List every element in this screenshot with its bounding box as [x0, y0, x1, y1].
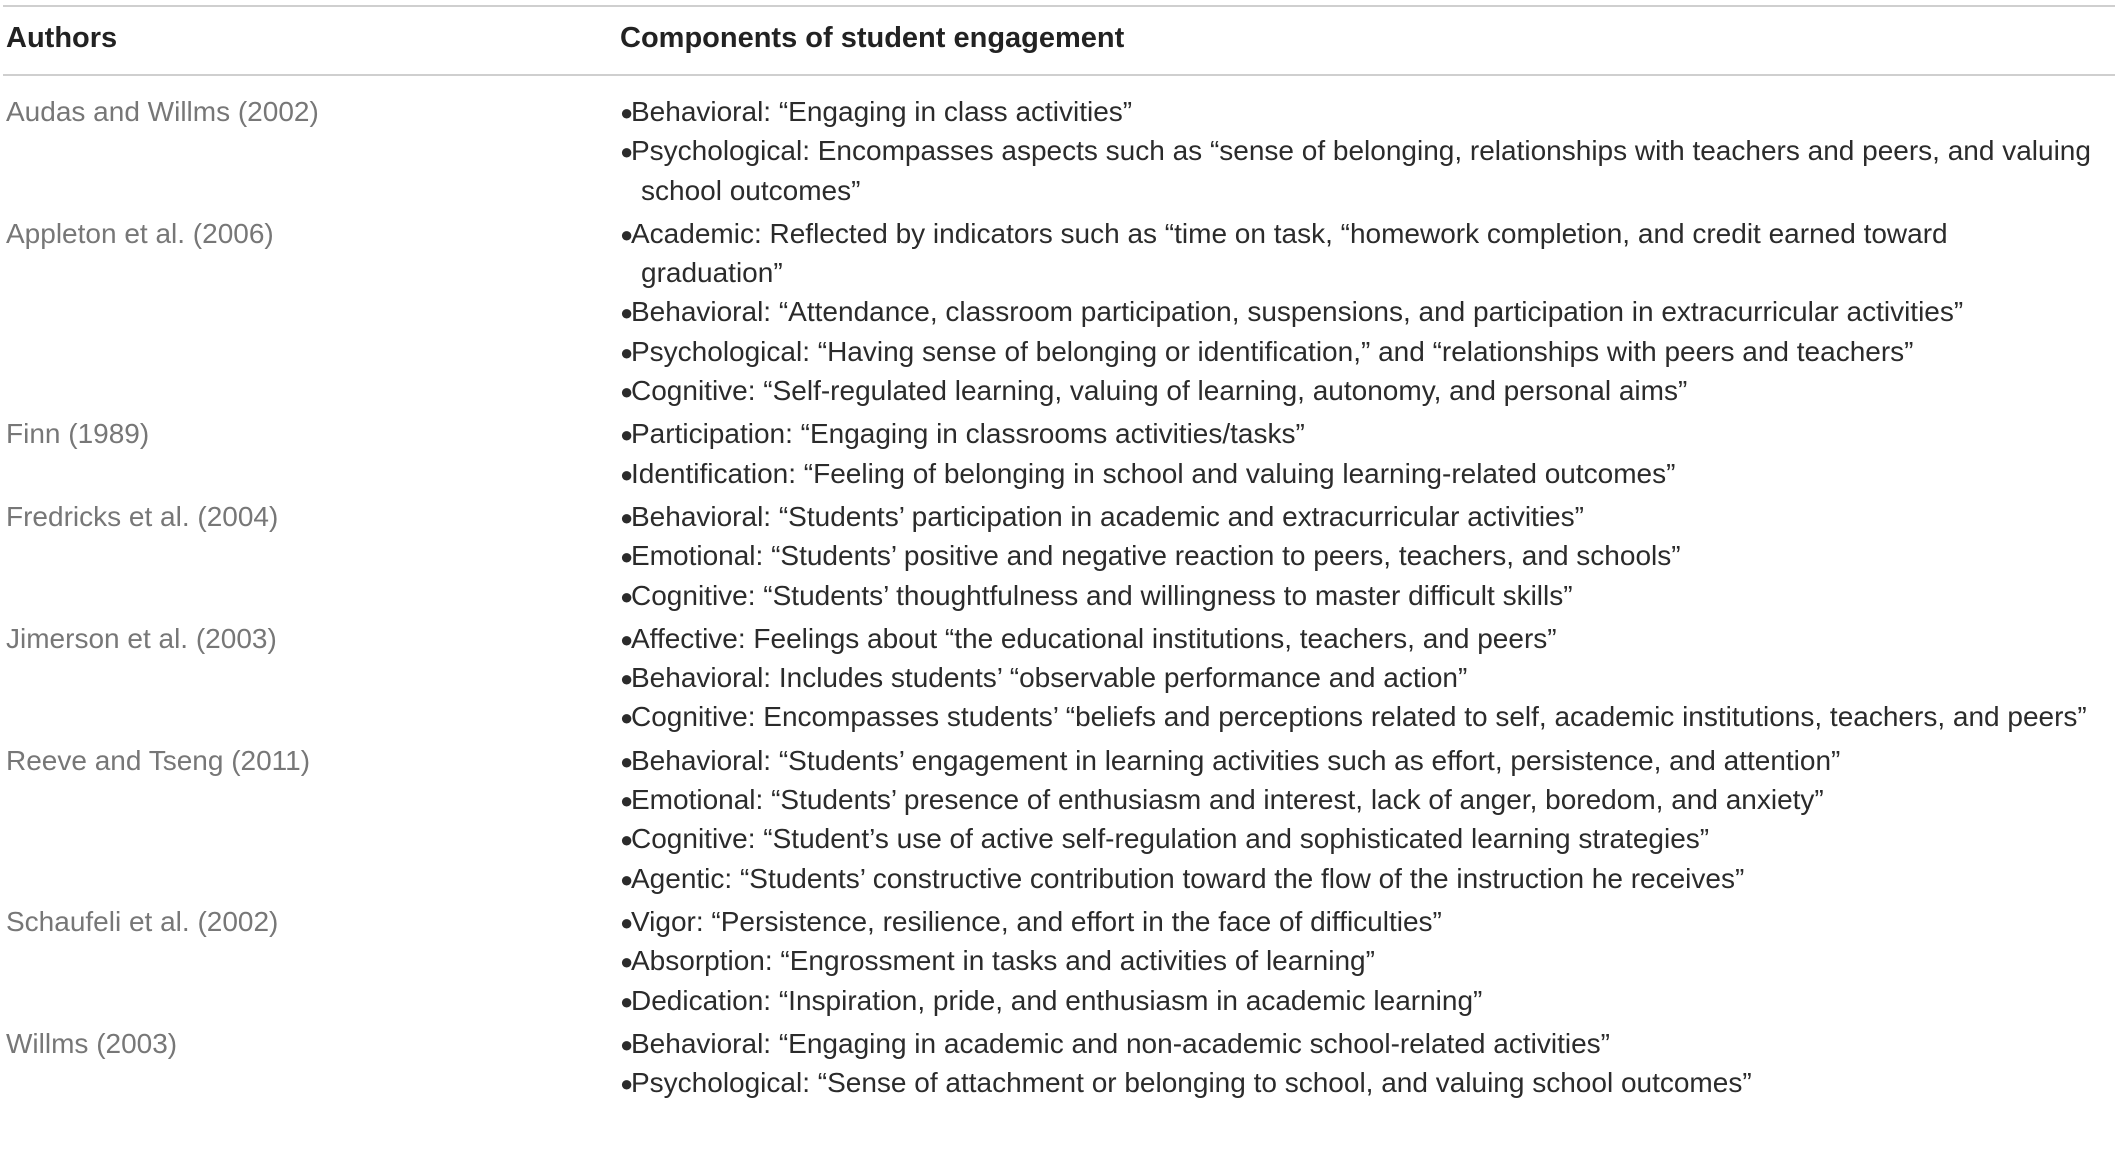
table-row	[3, 902, 2115, 1020]
table-top-rule	[3, 5, 2115, 7]
bullet-icon: ●	[620, 949, 634, 975]
component-text: Behavioral: “Students’ engagement in learning activities such as effort, persistence, and attention”	[631, 744, 1841, 776]
component-text: Emotional: “Students’ positive and negative reaction to peers, teachers, and schools”	[631, 540, 1681, 572]
bullet-icon: ●	[620, 422, 634, 448]
table-row	[3, 497, 2115, 615]
component-item	[620, 780, 2095, 819]
bullet-icon: ●	[620, 100, 634, 125]
component-item	[620, 697, 2095, 736]
bullet-icon: ●	[620, 827, 634, 853]
component-text: Behavioral: “Engaging in academic and non-academic school-related activities”	[631, 1027, 1610, 1059]
component-item	[620, 619, 2095, 658]
component-text: Emotional: “Students’ presence of enthusiasm and interest, lack of anger, boredom, and anxiety”	[631, 784, 1824, 816]
author-cell: Fredricks et al. (2004)	[6, 500, 279, 532]
component-item	[620, 454, 2095, 493]
component-text: Cognitive: “Self-regulated learning, valuing of learning, autonomy, and personal aims”	[631, 375, 1688, 407]
bullet-icon: ●	[620, 748, 634, 774]
header-components: Components of student engagement	[620, 22, 1125, 54]
component-item	[620, 536, 2095, 575]
component-text: Participation: “Engaging in classrooms activities/tasks”	[631, 418, 1305, 450]
component-item	[620, 497, 2095, 536]
component-item	[620, 1024, 2095, 1063]
bullet-icon: ●	[620, 139, 634, 165]
component-text: Psychological: Encompasses aspects such as “sense of belonging, relationships with teachers and peers, and valuing school outcomes”	[631, 135, 2091, 206]
bullet-icon: ●	[620, 666, 634, 692]
component-item	[620, 741, 2095, 780]
table-row	[3, 214, 2115, 410]
components-cell	[620, 92, 2115, 210]
component-item	[620, 332, 2095, 371]
components-cell	[620, 497, 2115, 615]
component-item	[620, 414, 2095, 453]
components-cell	[620, 1024, 2115, 1103]
component-text: Behavioral: Includes students’ “observable performance and action”	[631, 662, 1468, 694]
author-cell: Jimerson et al. (2003)	[6, 622, 277, 654]
bullet-icon: ●	[620, 544, 634, 570]
author-cell: Appleton et al. (2006)	[6, 217, 274, 249]
table-header-rule	[3, 74, 2115, 76]
table-body	[3, 92, 2115, 1106]
component-text: Absorption: “Engrossment in tasks and activities of learning”	[631, 945, 1375, 977]
bullet-icon: ●	[620, 504, 634, 530]
bullet-icon: ●	[620, 788, 634, 814]
component-text: Cognitive: Encompasses students’ “beliefs and perceptions related to self, academic institutions, teachers, and peers”	[631, 701, 2087, 733]
components-cell	[620, 214, 2115, 410]
component-text: Behavioral: “Attendance, classroom participation, suspensions, and participation in extracurricular activities”	[631, 296, 1964, 328]
table-row	[3, 1024, 2115, 1103]
author-cell: Finn (1989)	[6, 418, 150, 450]
table-row	[3, 741, 2115, 898]
component-text: Psychological: “Sense of attachment or belonging to school, and valuing school outcomes”	[631, 1067, 1752, 1099]
component-text: Behavioral: “Students’ participation in academic and extracurricular activities”	[631, 500, 1584, 532]
component-item	[620, 292, 2095, 331]
component-text: Affective: Feelings about “the educational institutions, teachers, and peers”	[631, 622, 1557, 654]
component-text: Academic: Reflected by indicators such as “time on task, “homework completion, and credit earned toward graduation”	[631, 217, 1948, 289]
header-authors: Authors	[6, 22, 118, 54]
component-text: Vigor: “Persistence, resilience, and effort in the face of difficulties”	[631, 905, 1442, 937]
component-text: Psychological: “Having sense of belonging or identification,” and “relationships with peers and teachers”	[631, 335, 1914, 367]
component-item	[620, 902, 2095, 941]
component-text: Cognitive: “Student’s use of active self-regulation and sophisticated learning strategies”	[631, 823, 1710, 855]
components-cell	[620, 619, 2115, 737]
component-text: Behavioral: “Engaging in class activities”	[631, 96, 1133, 127]
table-row	[3, 414, 2115, 493]
author-cell: Audas and Willms (2002)	[6, 96, 319, 127]
component-item	[620, 92, 2095, 131]
author-cell: Reeve and Tseng (2011)	[6, 744, 311, 776]
component-item	[620, 214, 2095, 293]
bullet-icon: ●	[620, 379, 634, 405]
components-cell	[620, 741, 2115, 898]
bullet-icon: ●	[620, 909, 634, 935]
components-cell	[620, 902, 2115, 1020]
bullet-icon: ●	[620, 300, 634, 326]
component-item	[620, 1063, 2095, 1102]
component-text: Identification: “Feeling of belonging in school and valuing learning-related outcomes”	[631, 457, 1676, 489]
component-item	[620, 131, 2095, 210]
table-row	[3, 619, 2115, 737]
bullet-icon: ●	[620, 705, 634, 731]
bullet-icon: ●	[620, 1031, 634, 1057]
bullet-icon: ●	[620, 866, 634, 892]
author-cell: Willms (2003)	[6, 1027, 178, 1059]
bullet-icon: ●	[620, 339, 634, 365]
component-item	[620, 819, 2095, 858]
component-text: Agentic: “Students’ constructive contribution toward the flow of the instruction he receives”	[631, 862, 1745, 894]
component-item	[620, 859, 2095, 898]
component-item	[620, 658, 2095, 697]
component-item	[620, 576, 2095, 615]
table-header	[3, 22, 2115, 72]
component-item	[620, 981, 2095, 1020]
bullet-icon: ●	[620, 626, 634, 652]
component-text: Dedication: “Inspiration, pride, and enthusiasm in academic learning”	[631, 984, 1483, 1016]
component-text: Cognitive: “Students’ thoughtfulness and willingness to master difficult skills”	[631, 579, 1573, 611]
bullet-icon: ●	[620, 988, 634, 1014]
author-cell: Schaufeli et al. (2002)	[6, 905, 279, 937]
bullet-icon: ●	[620, 583, 634, 609]
bullet-icon: ●	[620, 221, 634, 247]
table-row	[3, 92, 2115, 210]
component-item	[620, 371, 2095, 410]
bullet-icon: ●	[620, 1071, 634, 1097]
component-item	[620, 941, 2095, 980]
components-cell	[620, 414, 2115, 493]
bullet-icon: ●	[620, 461, 634, 487]
